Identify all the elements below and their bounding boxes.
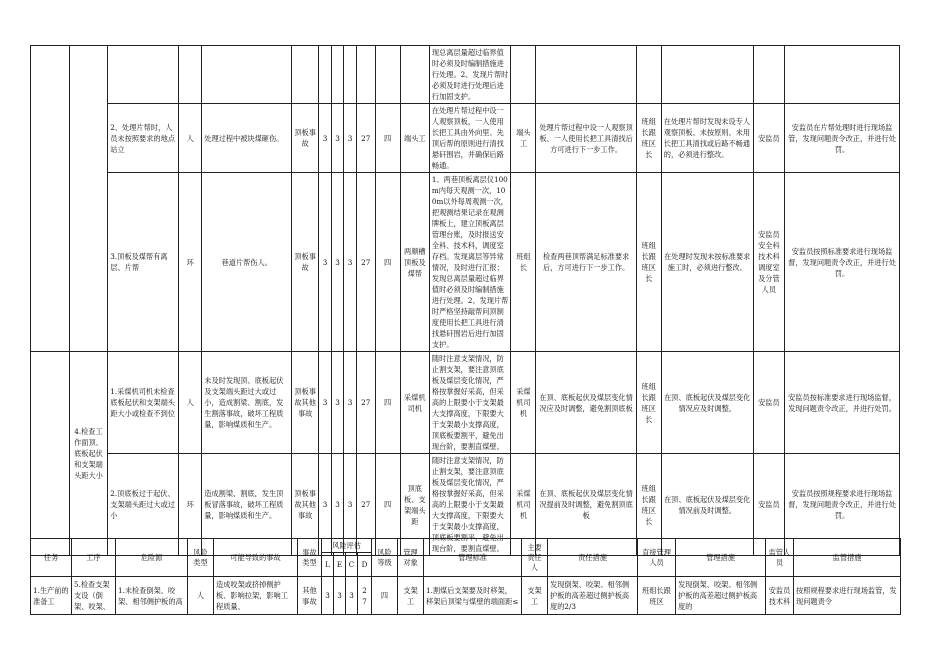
consequence-cell: 造成咬架或挤掉侧护板、影响拉架，影响工程质量、 xyxy=(214,577,298,615)
d-cell: 27 xyxy=(358,577,372,615)
accident-type-cell: 顶板事故其他事故 xyxy=(292,352,319,454)
standard-cell: 现总离层量超过临界值时必须及时编制措施进行处理。2、发现片帮时必须及时进行处理后进行加固支护。 xyxy=(429,46,510,104)
header-direct-manager: 直接管理人员 xyxy=(638,539,676,577)
mgmt-measure-cell: 在处理片帮时发现未设专人观察顶板、未按原则、未用长把工具清找或后路不畅通的，必须进行整改。 xyxy=(661,104,753,173)
header-consequence: 可能导致的事故 xyxy=(214,539,298,577)
resp-person-cell: 班组长 xyxy=(511,173,536,352)
risk-type-cell: 环 xyxy=(179,173,202,352)
accident-type-cell: 顶板事故其他事故 xyxy=(292,454,319,556)
hazard-cell: 3.顶板及煤帮有离层、片帮 xyxy=(108,173,179,352)
direct-manager-cell: 班组长跟班区长 xyxy=(636,173,661,352)
header-accident-type: 事故类型 xyxy=(298,539,322,577)
table-row xyxy=(31,352,900,454)
object-cell: 顶底板、支架端头距 xyxy=(400,454,429,556)
header-e: E xyxy=(334,553,346,577)
supervise-measure-cell: 按照规程要求进行现场监管，发现问题责令 xyxy=(794,577,901,615)
hazard-cell: 1.未检查倒架、咬架、相邻侧护板的高 xyxy=(116,577,188,615)
header-d: D xyxy=(358,553,372,577)
direct-manager-cell: 班组长跟班区长 xyxy=(636,352,661,454)
header-resp-measure: 责任措施 xyxy=(548,539,638,577)
header-object: 管理对象 xyxy=(398,539,424,577)
resp-measure-cell: 在顶、底板起伏及煤层变化情况应及时调整，避免割顶底板 xyxy=(536,352,636,454)
header-risk-eval: 风险评估 xyxy=(322,539,372,553)
object-cell: 两顺槽顶板及煤帮 xyxy=(400,173,429,352)
resp-measure-cell: 在顶、底板起伏及煤层变化情况提前及时调整，避免割顶底板 xyxy=(536,454,636,556)
resp-person-cell: 端头工 xyxy=(511,104,536,173)
resp-measure-cell: 发现倒架、咬架、相邻侧护板的高差超过侧护板高度的2/3 xyxy=(548,577,638,615)
c-cell: 3 xyxy=(344,104,357,173)
consequence-cell: 巷道片帮伤人。 xyxy=(202,173,292,352)
risk-type-cell: 人 xyxy=(179,352,202,454)
accident-type-cell: 其他事故 xyxy=(298,577,322,615)
e-cell: 3 xyxy=(334,577,346,615)
accident-type-cell: 顶板事故 xyxy=(292,173,319,352)
consequence-cell: 处理过程中被块煤砸伤。 xyxy=(202,104,292,173)
mgmt-measure-cell: 在顶、底板起伏及煤层变化情况应及时调整。 xyxy=(661,352,753,454)
direct-manager-cell: 班组长跟班区 xyxy=(638,577,676,615)
accident-type-cell: 顶板事故 xyxy=(292,104,319,173)
standard-cell: 1、两巷顶板离层仪100m内每天观测一次，100m以外每周观测一次，把观测结果记录在观测牌板上，建立顶板离层管理台账，及时报送安全科、技术科，调度室存档。发现离层等异常情况，及时进行汇报；发现总离层量超过临界值时必须及时编制措施进行处理。2、发现片帮时严格坚持敲帮问顶制度使用长把工具进行清找悬矸围岩后进行加固支护。 xyxy=(429,173,510,352)
header-hazard: 危险源 xyxy=(116,539,188,577)
risk-level-cell: 四 xyxy=(375,352,400,454)
task-cell: 1.生产前的准备工 xyxy=(31,577,72,615)
process-cell: 4.检查工作面顶、底板起伏和支架端头距大小 xyxy=(69,352,108,556)
task-cell-empty xyxy=(31,352,70,556)
supervisor-cell: 安监员技术科 xyxy=(766,577,794,615)
mgmt-measure-cell: 发现倒架、咬架、相邻侧护板的高差超过侧护板高度的 xyxy=(676,577,766,615)
standard-cell: 随时注意支架情况，防止割支架，要注意顶底板及煤层变化情况，严格按掌握好采高，但采高的上限要小于支架最大支撑高度，下限要大于支架最小支撑高度，顶底板要割平，避免出现台阶，要割直煤壁。 xyxy=(429,454,510,556)
resp-measure-cell: 处理片帮过程中设一人观察顶板、一人使用长把工具清找后方可进行下一步工作。 xyxy=(536,104,636,173)
supervise-measure-cell: 安监员按照标准要求进行现场监督，发现问题责令改正，并进行处罚。 xyxy=(785,173,900,352)
hazard-cell: 2、处理片帮时，人员未按照要求的地点站立 xyxy=(108,104,179,173)
l-cell: 3 xyxy=(319,352,332,454)
header-task: 任务 xyxy=(31,539,72,577)
header-supervisor: 监管人员 xyxy=(766,539,794,577)
risk-level-cell: 四 xyxy=(372,577,398,615)
mgmt-measure-cell: 在顶、底板起伏及煤层变化情况前及时调整。 xyxy=(661,454,753,556)
risk-level-cell: 四 xyxy=(375,173,400,352)
supervise-measure-cell: 安监员按标准要求进行现场监督，发现问题责令改正，并进行处罚。 xyxy=(785,352,900,454)
header-l: L xyxy=(322,553,334,577)
c-cell: 3 xyxy=(346,577,358,615)
lower-risk-table xyxy=(30,538,901,615)
hazard-cell: 2.顶底板过于起伏、支架端头距过大或过小 xyxy=(108,454,179,556)
l-cell: 3 xyxy=(319,104,332,173)
header-resp-person: 主要责任人 xyxy=(522,539,548,577)
header-mgmt-measure: 管理措施 xyxy=(676,539,766,577)
header-row xyxy=(31,539,901,553)
standard-cell: 在处理片帮过程中设一人观察顶板，一人使用长把工具由外向里、先顶后帮的原则进行清找悬矸围岩，并确保后路畅通。 xyxy=(429,104,510,173)
e-cell: 3 xyxy=(331,454,344,556)
c-cell: 3 xyxy=(344,173,357,352)
standard-cell: 随时注意支架情况，防止割支架，要注意顶底板及煤层变化情况，严格按掌握好采高，但采高的上限要小于支架最大支撑高度，下限要大于支架最小支撑高度，顶底板要割平，避免出现台阶，要割直煤壁。 xyxy=(429,352,510,454)
header-standard: 管理标准 xyxy=(424,539,522,577)
d-cell: 27 xyxy=(356,104,375,173)
header-risk-type: 风险类型 xyxy=(188,539,214,577)
d-cell: 27 xyxy=(356,454,375,556)
risk-type-cell: 人 xyxy=(188,577,214,615)
d-cell: 27 xyxy=(356,352,375,454)
l-cell: 3 xyxy=(319,173,332,352)
object-cell: 采煤机司机 xyxy=(400,352,429,454)
direct-manager-cell: 班组长跟班区长 xyxy=(636,104,661,173)
resp-person-cell: 支架工 xyxy=(522,577,548,615)
table-row xyxy=(31,173,900,352)
e-cell: 3 xyxy=(331,352,344,454)
table-row xyxy=(31,46,900,104)
supervisor-cell: 安监员 xyxy=(753,104,784,173)
hazard-cell: 1.采煤机司机未检查底板起伏和支架端头距大小或检查不到位 xyxy=(108,352,179,454)
standard-cell: 1.割煤后支架要及时移架，移架后顶梁与煤壁的端面距≤ xyxy=(424,577,522,615)
c-cell: 3 xyxy=(344,352,357,454)
supervise-measure-cell: 安监员在片帮处理时进行现场监管，发现问题责令改正，并进行处罚。 xyxy=(785,104,900,173)
d-cell: 27 xyxy=(356,173,375,352)
header-process: 工序 xyxy=(72,539,116,577)
task-cell-empty xyxy=(31,46,70,352)
supervisor-cell: 安监员 xyxy=(753,352,784,454)
resp-person-cell: 采煤机司机 xyxy=(511,454,536,556)
header-c: C xyxy=(346,553,358,577)
direct-manager-cell: 班组长跟班区长 xyxy=(636,454,661,556)
consequence-cell: 造成割梁、割底，发生顶板冒落事故，破坏工程质量，影响煤质和生产。 xyxy=(202,454,292,556)
header-risk-level: 风险等级 xyxy=(372,539,398,577)
risk-level-cell: 四 xyxy=(375,104,400,173)
supervise-measure-cell: 安监员按照规程要求进行现场监督，发现问题责令改正，并进行处罚。 xyxy=(785,454,900,556)
table-row xyxy=(31,577,901,615)
risk-level-cell: 四 xyxy=(375,454,400,556)
object-cell: 端头工 xyxy=(400,104,429,173)
supervisor-cell: 安监员 xyxy=(753,454,784,556)
process-cell-empty xyxy=(69,46,108,352)
consequence-cell: 未及时发现顶、底板起伏及支架端头距过大或过小，造成割梁、割底，发生割落事故，破坏工程质量，影响煤质和生产。 xyxy=(202,352,292,454)
e-cell: 3 xyxy=(331,104,344,173)
mgmt-measure-cell: 在处理时发现未按标准要求施工时，必须进行整改。 xyxy=(661,173,753,352)
risk-type-cell: 环 xyxy=(179,454,202,556)
process-cell: 5.检查支架支设（倒架、咬架、 xyxy=(72,577,116,615)
l-cell: 3 xyxy=(319,454,332,556)
supervisor-cell: 安监员安全科技术科调度室及分管人员 xyxy=(753,173,784,352)
l-cell: 3 xyxy=(322,577,334,615)
risk-type-cell: 人 xyxy=(179,104,202,173)
header-supervise-measure: 监管措施 xyxy=(794,539,901,577)
table-row xyxy=(31,104,900,173)
object-cell: 支架工 xyxy=(398,577,424,615)
e-cell: 3 xyxy=(331,173,344,352)
resp-person-cell: 采煤机司机 xyxy=(511,352,536,454)
resp-measure-cell: 检查两巷顶帮满足标准要求后，方可进行下一步工作。 xyxy=(536,173,636,352)
upper-risk-table xyxy=(30,45,900,556)
c-cell: 3 xyxy=(344,454,357,556)
